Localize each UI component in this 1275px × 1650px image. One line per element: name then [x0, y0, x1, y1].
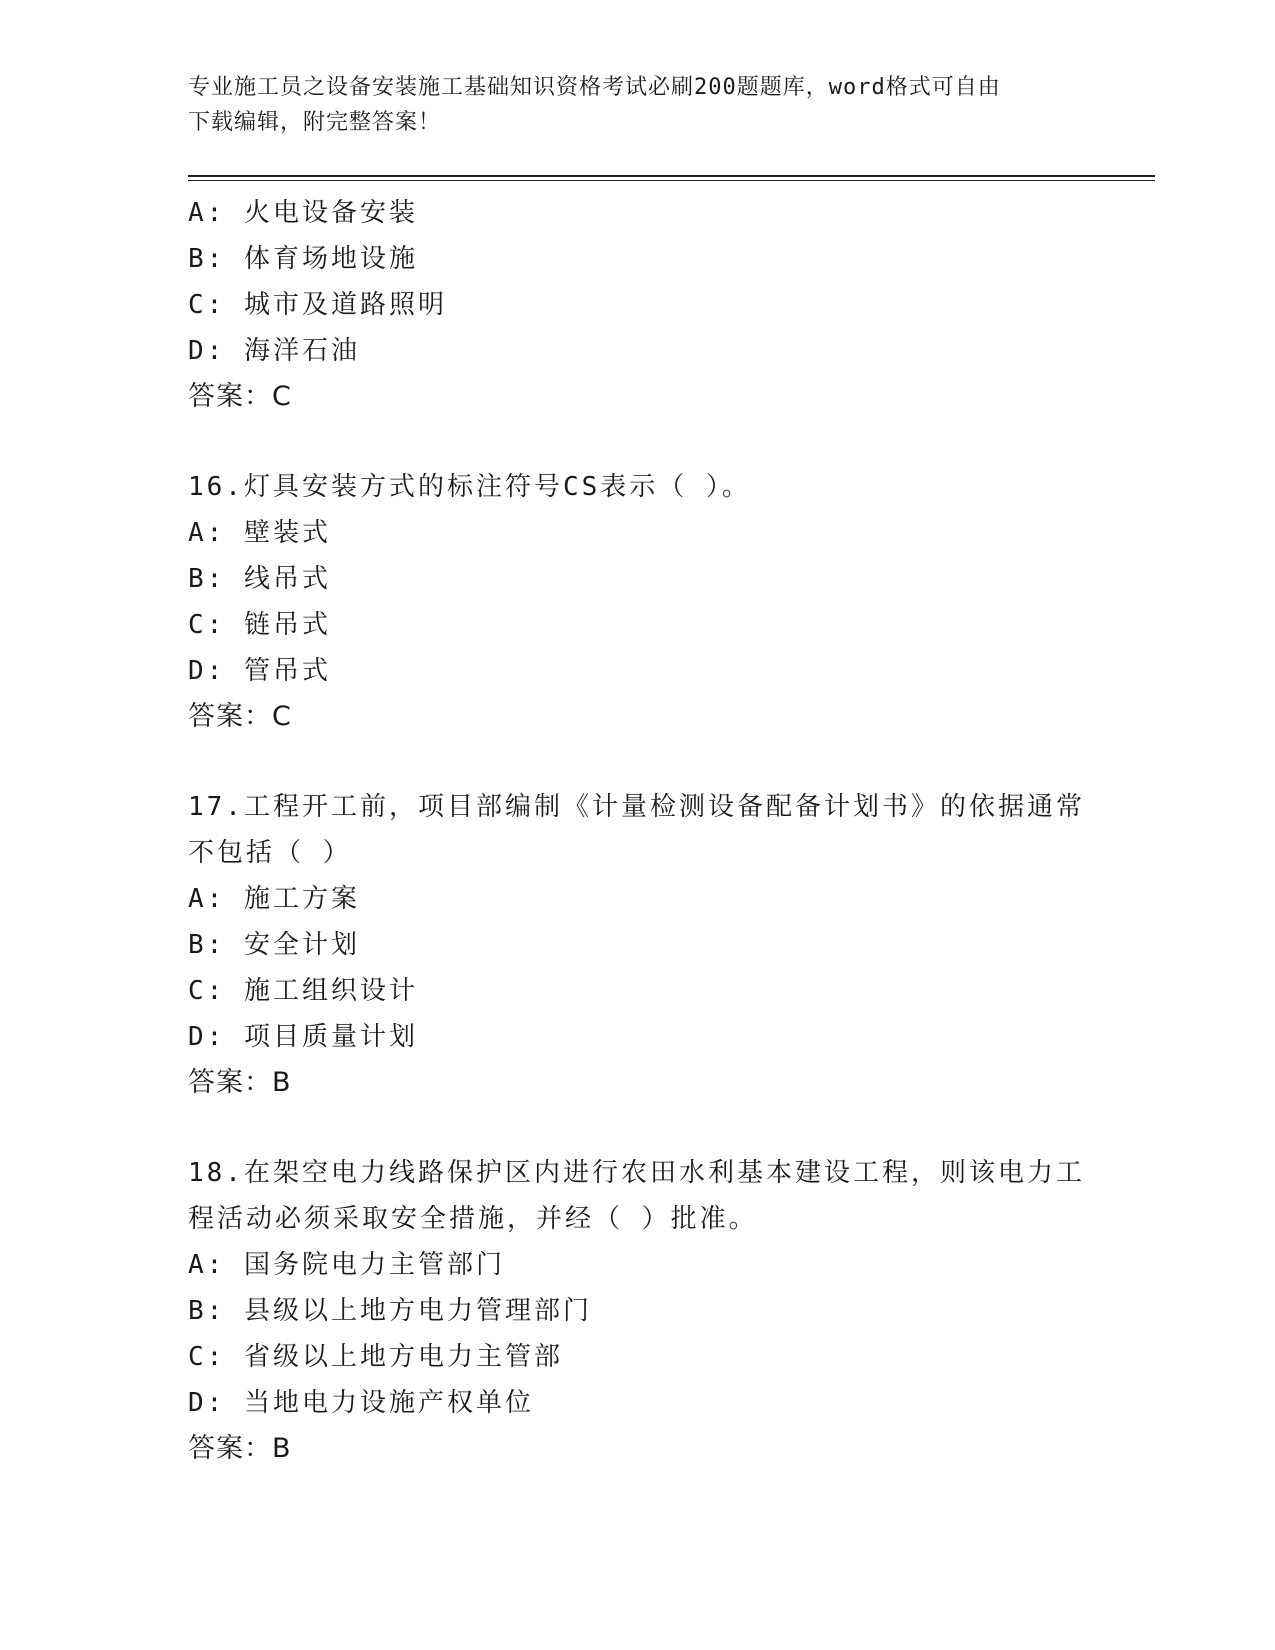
question-block-16: [188, 464, 1088, 740]
header-divider-thin: [188, 180, 1155, 181]
question-block-18: [188, 1150, 1088, 1472]
question-content: [188, 190, 1088, 1472]
question-text: 18.在架空电力线路保护区内进行农田水利基本建设工程，则该电力工: [188, 1158, 1085, 1188]
question-block-17: [188, 784, 1088, 1106]
option-d: D: 海洋石油: [188, 336, 360, 366]
document-header: [188, 70, 1088, 140]
question-text: 17.工程开工前，项目部编制《计量检测设备配备计划书》的依据通常: [188, 792, 1085, 822]
answer-line: 答案：B: [188, 1067, 292, 1098]
answer-line: 答案：B: [188, 1433, 292, 1464]
option-c: C: 施工组织设计: [188, 976, 418, 1006]
block-spacer: [188, 740, 1088, 784]
option-b: B: 安全计划: [188, 930, 360, 960]
answer-line: 答案：C: [188, 701, 292, 732]
option-a: A: 壁装式: [188, 518, 331, 548]
option-a: A: 施工方案: [188, 884, 360, 914]
option-c: C: 省级以上地方电力主管部: [188, 1342, 563, 1372]
option-b: B: 体育场地设施: [188, 244, 418, 274]
option-a: A: 国务院电力主管部门: [188, 1250, 505, 1280]
header-line-1: 专业施工员之设备安装施工基础知识资格考试必刷200题题库，word格式可自由: [188, 75, 1001, 100]
option-a: A: 火电设备安装: [188, 198, 418, 228]
question-block-15: [188, 190, 1088, 420]
option-d: D: 项目质量计划: [188, 1022, 418, 1052]
question-text-continued: 不包括（ ）: [188, 838, 352, 868]
option-c: C: 城市及道路照明: [188, 290, 447, 320]
option-d: D: 管吊式: [188, 656, 331, 686]
header-divider-thick: [188, 175, 1155, 177]
option-d: D: 当地电力设施产权单位: [188, 1388, 534, 1418]
option-b: B: 线吊式: [188, 564, 331, 594]
option-c: C: 链吊式: [188, 610, 331, 640]
header-line-2: 下载编辑，附完整答案！: [188, 110, 442, 135]
option-b: B: 县级以上地方电力管理部门: [188, 1296, 592, 1326]
block-spacer: [188, 1106, 1088, 1150]
answer-line: 答案：C: [188, 381, 292, 412]
block-spacer: [188, 420, 1088, 464]
question-text-continued: 程活动必须采取安全措施，并经（ ）批准。: [188, 1204, 758, 1234]
question-text: 16.灯具安装方式的标注符号CS表示（ ）。: [188, 472, 751, 502]
